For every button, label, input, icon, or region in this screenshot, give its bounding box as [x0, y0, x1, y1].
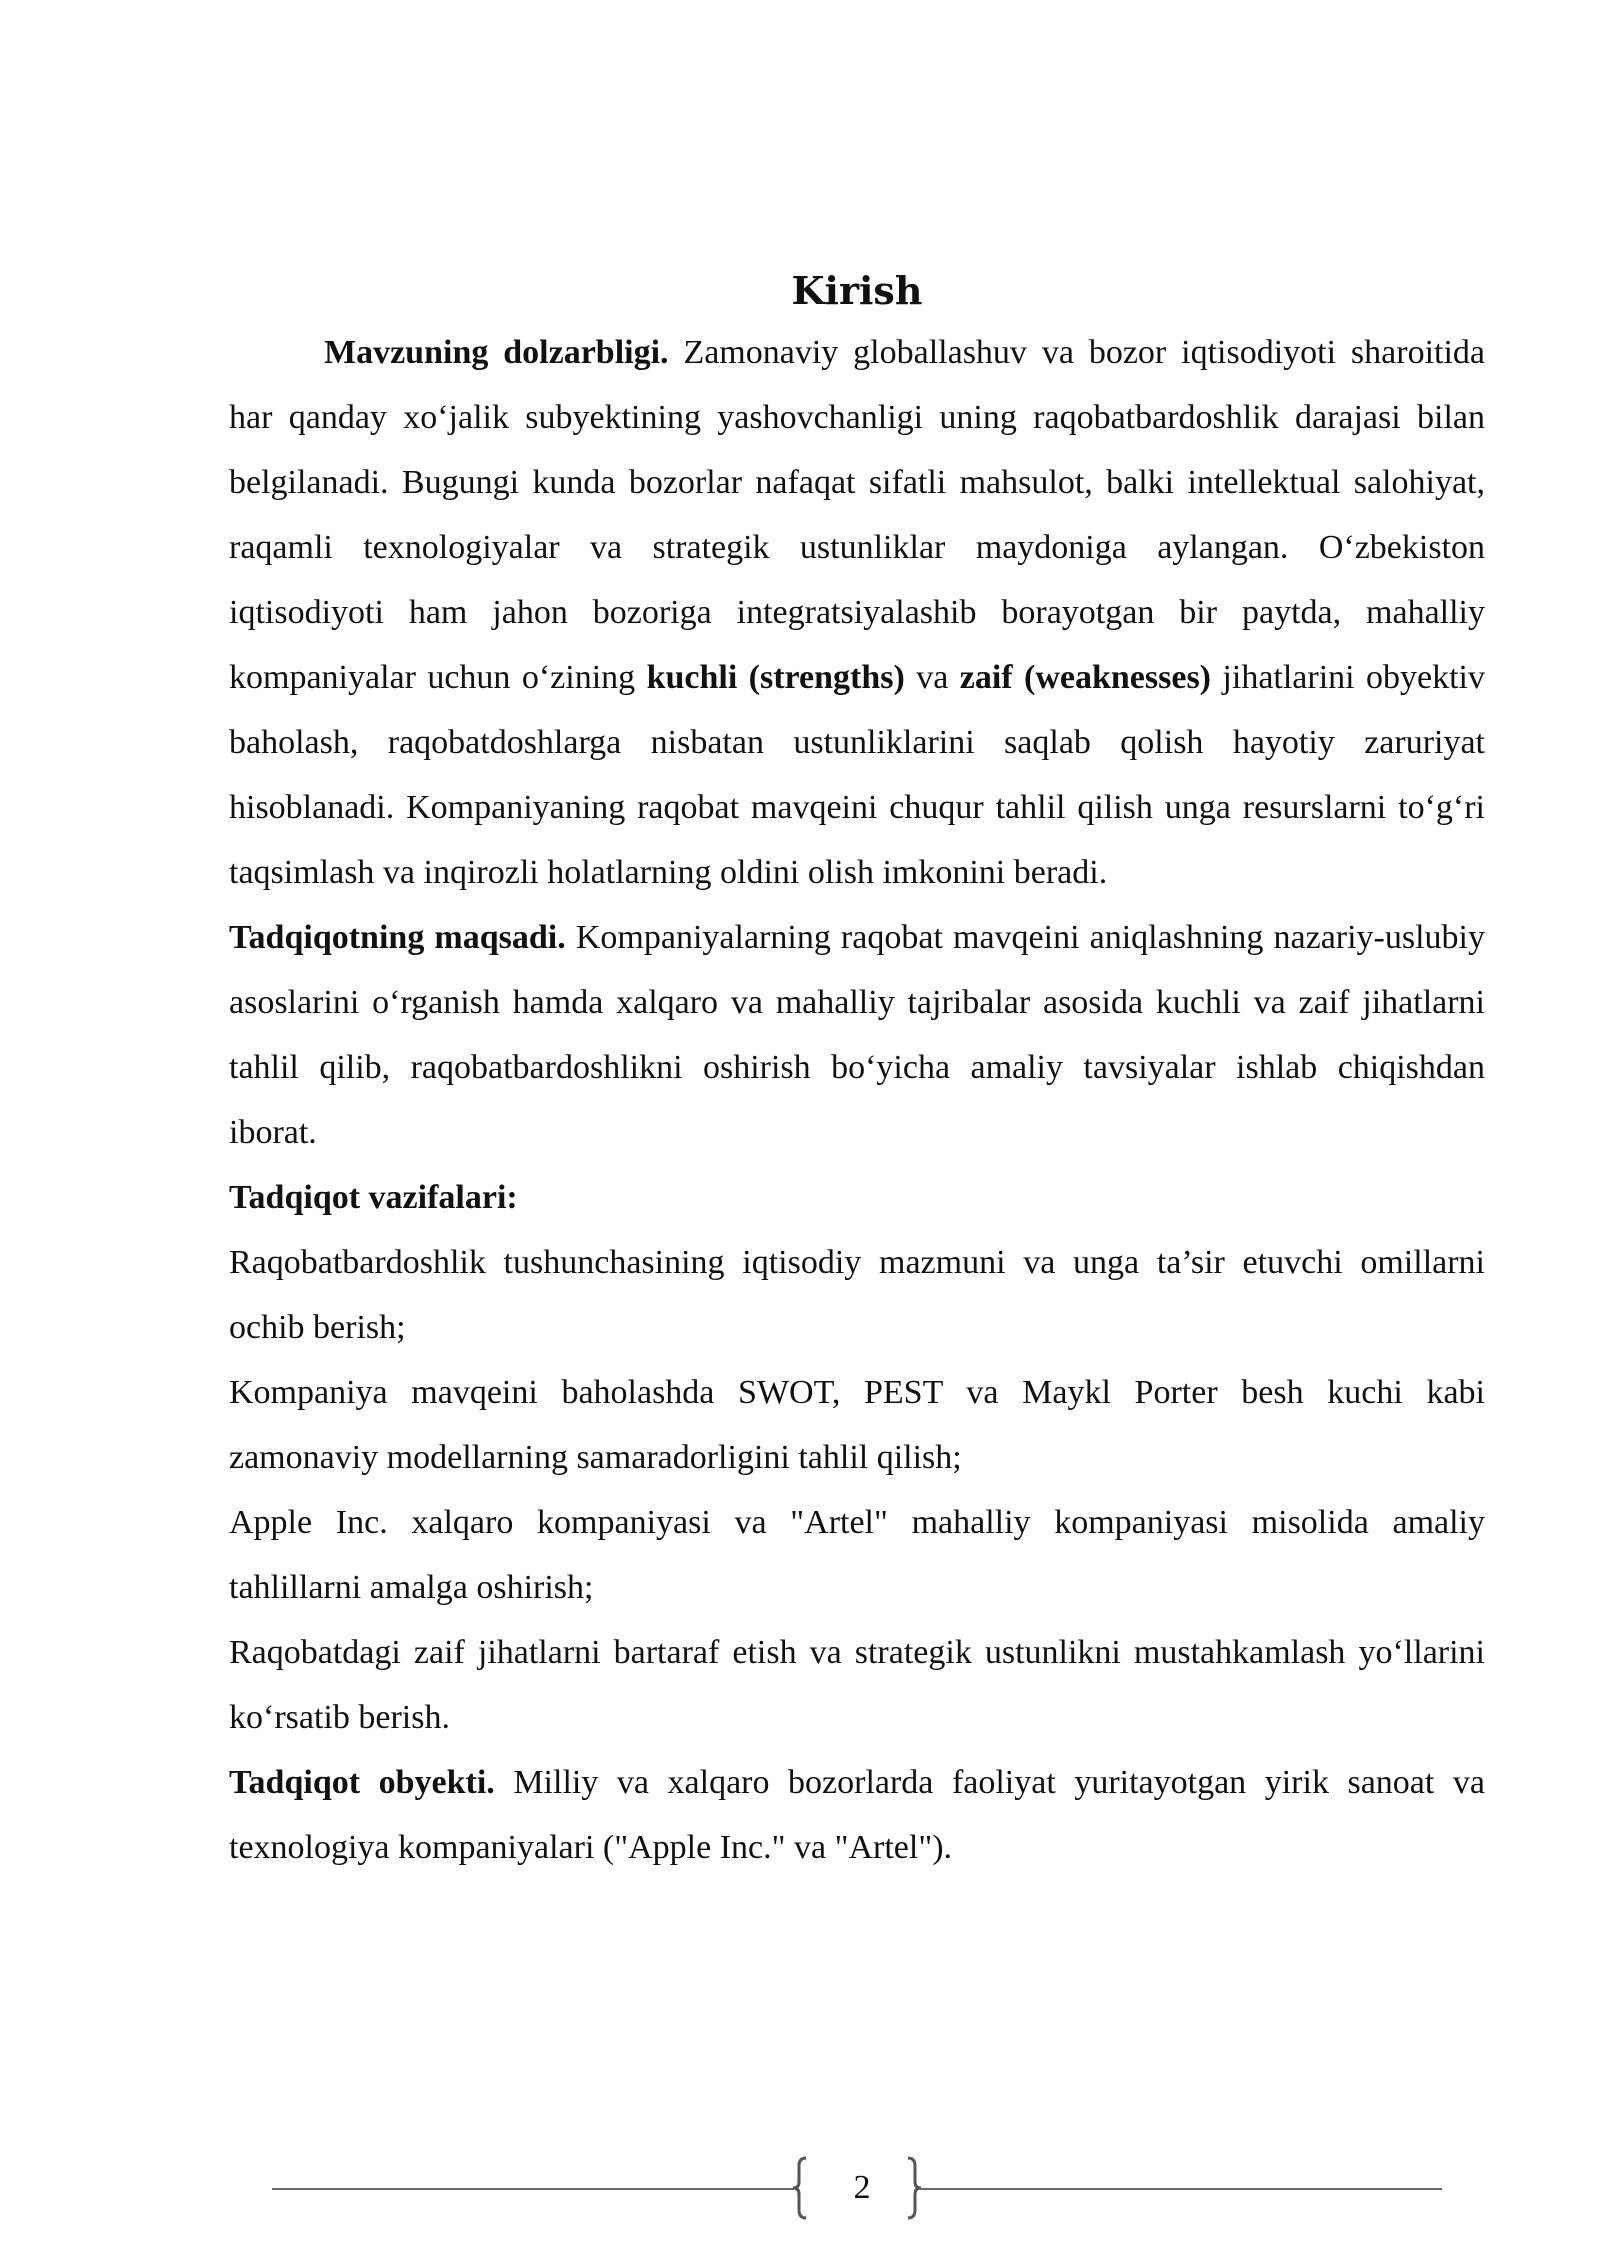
footer-rule-left [272, 2188, 794, 2190]
object-paragraph [229, 1750, 1485, 1880]
page-footer [272, 2156, 1442, 2220]
relevance-heading: Mavzuning dolzarbligi. [324, 334, 669, 371]
footer-rule-right [920, 2188, 1442, 2190]
task-item: Kompaniya mavqeini baholashda SWOT, PEST va Maykl Porter besh kuchi kabi zamonaviy modellarning samaradorligini tahlil qilish; [229, 1374, 1485, 1476]
relevance-text-part-2: va [904, 659, 960, 696]
goal-text: Kompaniyalarning raqobat mavqeini aniqlashning nazariy-uslubiy asoslarini o‘rganish hamda xalqaro va mahalliy tajribalar asosida kuchli va zaif jihatlarni tahlil qilib, raqobatbardoshlikni oshirish bo‘yicha amaliy tavsiyalar ishlab chiqishdan iborat. [229, 919, 1485, 1151]
left-brace-icon [790, 2156, 810, 2220]
relevance-paragraph [229, 320, 1485, 905]
relevance-text-part-1: Zamonaviy globallashuv va bozor iqtisodiyoti sharoitida har qanday xo‘jalik subyektining yashovchanligi uning raqobatbardoshlik darajasi bilan belgilanadi. Bugungi kunda bozorlar nafaqat sifatli mahsulot, balki intellektual salohiyat, raqamli texnologiyalar va strategik ustunliklar maydoniga aylangan. O‘zbekiston iqtisodiyoti ham jahon bozoriga integratsiyalashib borayotgan bir paytda, mahalliy kompaniyalar uchun o‘zining [229, 334, 1485, 696]
relevance-text-part-3: jihatlarini obyektiv baholash, raqobatdoshlarga nisbatan ustunliklarini saqlab qolish hayotiy zaruriyat hisoblanadi. Kompaniyaning raqobat mavqeini chuqur tahlil qilish unga resurslarni to‘g‘ri taqsimlash va inqirozli holatlarning oldini olish imkonini beradi. [229, 659, 1486, 891]
task-item: Raqobatbardoshlik tushunchasining iqtisodiy mazmuni va unga ta’sir etuvchi omillarni ochib berish; [229, 1244, 1485, 1346]
object-heading: Tadqiqot obyekti. [229, 1764, 495, 1801]
goal-paragraph [229, 905, 1485, 1165]
section-title: Kirish [791, 268, 923, 313]
tasks-heading: Tadqiqot vazifalari: [229, 1179, 518, 1216]
task-item: Apple Inc. xalqaro kompaniyasi va "Artel" mahalliy kompaniyasi misolida amaliy tahlillarni amalga oshirish; [229, 1504, 1485, 1606]
page-content [229, 262, 1485, 1880]
tasks-heading-paragraph [229, 1165, 1485, 1230]
weaknesses-term: zaif (weaknesses) [959, 659, 1212, 696]
strengths-term: kuchli (strengths) [646, 659, 905, 696]
goal-heading: Tadqiqotning maqsadi. [229, 919, 566, 956]
task-item: Raqobatdagi zaif jihatlarni bartaraf etish va strategik ustunlikni mustahkamlash yo‘llarini ko‘rsatib berish. [229, 1634, 1485, 1736]
object-text: Milliy va xalqaro bozorlarda faoliyat yuritayotgan yirik sanoat va texnologiya kompaniyalari ("Apple Inc." va "Artel"). [229, 1764, 1485, 1866]
page-number: 2 [853, 2169, 871, 2206]
